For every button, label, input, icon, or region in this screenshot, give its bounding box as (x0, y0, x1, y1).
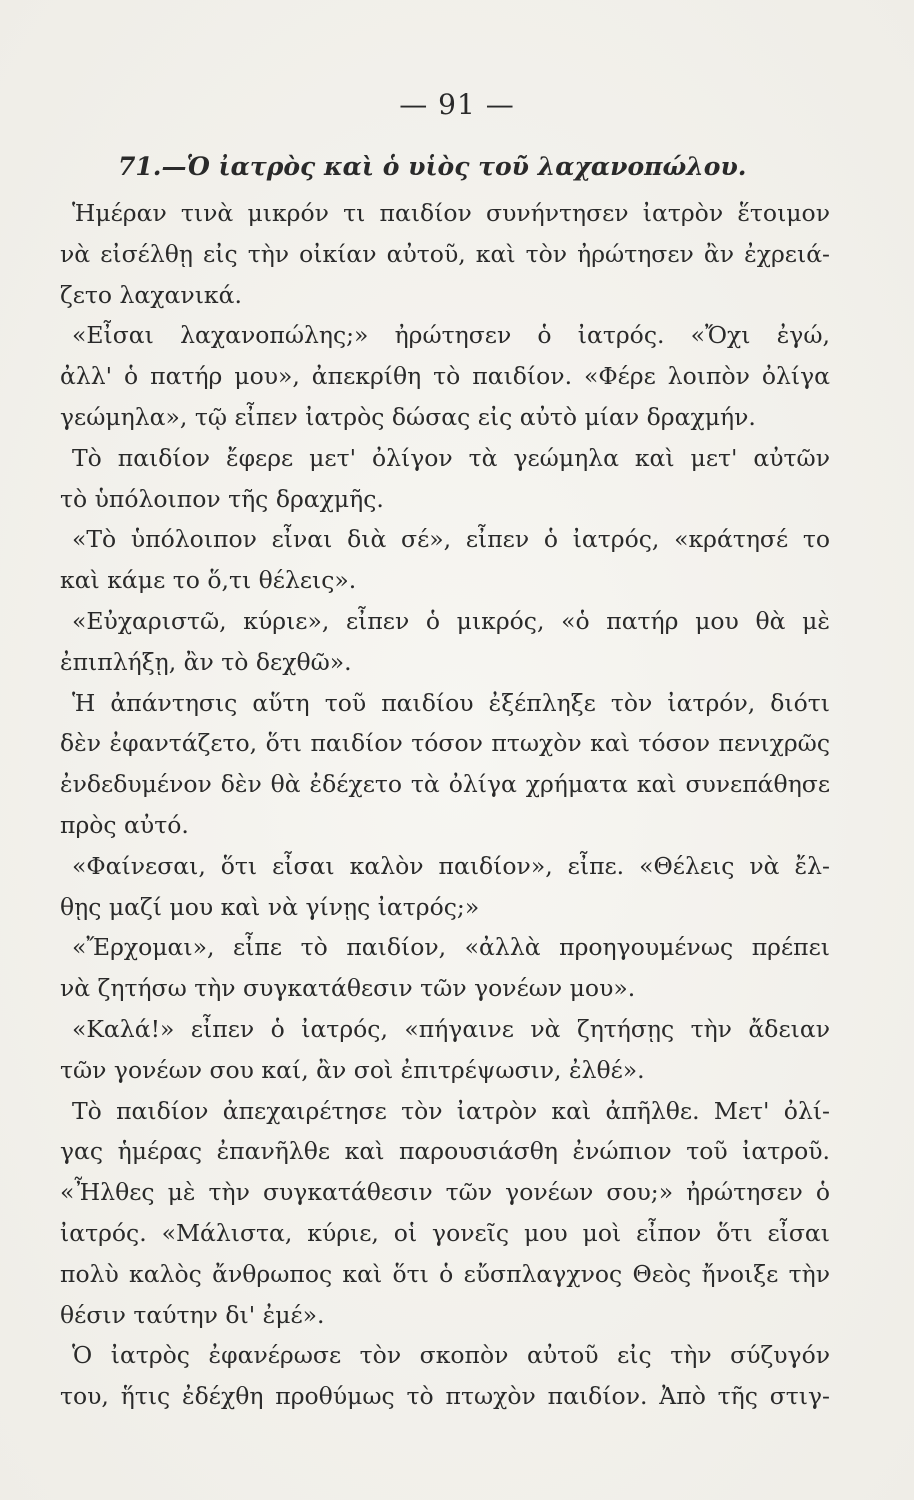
text-line: «Ἦλθες μὲ τὴν συγκατάθεσιν τῶν γονέων σου;» ἠρώτησεν ὁ (60, 1178, 830, 1207)
text-line: «Τὸ ὑπόλοιπον εἶναι διὰ σέ», εἶπεν ὁ ἰατρός, «κράτησέ το (72, 525, 830, 554)
text-line: θέσιν ταύτην δι' ἐμέ». (60, 1300, 325, 1329)
text-line: «Ἔρχομαι», εἶπε τὸ παιδίον, «ἀλλὰ προηγουμένως πρέπει (72, 933, 830, 962)
page-body (60, 150, 830, 1417)
text-line: Τὸ παιδίον ἀπεχαιρέτησε τὸν ἰατρὸν καὶ ἀπῆλθε. Μετ' ὀλί- (72, 1096, 830, 1125)
text-line: Ὁ ἰατρὸς ἐφανέρωσε τὸν σκοπὸν αὐτοῦ εἰς τὴν σύζυγόν (72, 1341, 830, 1370)
text-line: γας ἡμέρας ἐπανῆλθε καὶ παρουσιάσθη ἐνώπιον τοῦ ἰατροῦ. (60, 1137, 830, 1166)
text-line: ἰατρός. «Μάλιστα, κύριε, οἱ γονεῖς μου μοὶ εἶπον ὅτι εἶσαι (60, 1218, 830, 1247)
text-line: τὸ ὑπόλοιπον τῆς δραχμῆς. (60, 484, 384, 513)
text-line: καὶ κάμε το ὅ,τι θέλεις». (60, 566, 357, 595)
text-line: γεώμηλα», τῷ εἶπεν ἰατρὸς δώσας εἰς αὐτὸ μίαν δραχμήν. (60, 402, 756, 431)
text-line: Τὸ παιδίον ἔφερε μετ' ὀλίγον τὰ γεώμηλα καὶ μετ' αὐτῶν (72, 443, 830, 472)
text-line: νὰ εἰσέλθῃ εἰς τὴν οἰκίαν αὐτοῦ, καὶ τὸν ἠρώτησεν ἂν ἐχρειά- (60, 239, 830, 268)
text-line: τῶν γονέων σου καί, ἂν σοὶ ἐπιτρέψωσιν, ἐλθέ». (60, 1055, 645, 1084)
text-line: πολὺ καλὸς ἄνθρωπος καὶ ὅτι ὁ εὔσπλαγχνος Θεὸς ἤνοιξε τὴν (60, 1259, 830, 1288)
text-line: «Φαίνεσαι, ὅτι εἶσαι καλὸν παιδίον», εἶπε. «Θέλεις νὰ ἔλ- (72, 851, 830, 880)
text-line: Ἡμέραν τινὰ μικρόν τι παιδίον συνήντησεν ἰατρὸν ἕτοιμον (72, 199, 830, 227)
text-line: ἐπιπλήξῃ, ἂν τὸ δεχθῶ». (60, 647, 352, 676)
text-line: ἀλλ' ὁ πατήρ μου», ἀπεκρίθη τὸ παιδίον. «Φέρε λοιπὸν ὀλίγα (60, 362, 830, 391)
text-line: ζετο λαχανικά. (60, 280, 242, 309)
text-line: «Εὐχαριστῶ, κύριε», εἶπεν ὁ μικρός, «ὁ πατήρ μου θὰ μὲ (72, 606, 830, 635)
text-line: νὰ ζητήσω τὴν συγκατάθεσιν τῶν γονέων μου». (60, 974, 636, 1003)
text-line: ἐνδεδυμένον δὲν θὰ ἐδέχετο τὰ ὀλίγα χρήματα καὶ συνεπάθησε (60, 770, 830, 799)
page-number: — 91 — (399, 88, 515, 121)
text-line: πρὸς αὐτό. (60, 810, 189, 839)
text-line: «Καλά!» εἶπεν ὁ ἰατρός, «πήγαινε νὰ ζητήσῃς τὴν ἄδειαν (72, 1014, 830, 1043)
text-line: του, ἥτις ἐδέχθη προθύμως τὸ πτωχὸν παιδίον. Ἀπὸ τῆς στιγ- (60, 1382, 830, 1411)
section-heading: 71.—Ὁ ἰατρὸς καὶ ὁ υἱὸς τοῦ λαχανοπώλου. (118, 152, 747, 181)
paragraph-lines (60, 193, 830, 1417)
text-line: «Εἶσαι λαχανοπώλης;» ἠρώτησεν ὁ ἰατρός. «Ὄχι ἐγώ, (72, 321, 830, 350)
text-line: θῃς μαζί μου καὶ νὰ γίνῃς ἰατρός;» (60, 892, 480, 921)
text-line: δὲν ἐφαντάζετο, ὅτι παιδίον τόσον πτωχὸν καὶ τόσον πενιχρῶς (60, 729, 830, 758)
text-line: Ἡ ἀπάντησις αὕτη τοῦ παιδίου ἐξέπληξε τὸν ἰατρόν, διότι (72, 688, 830, 717)
